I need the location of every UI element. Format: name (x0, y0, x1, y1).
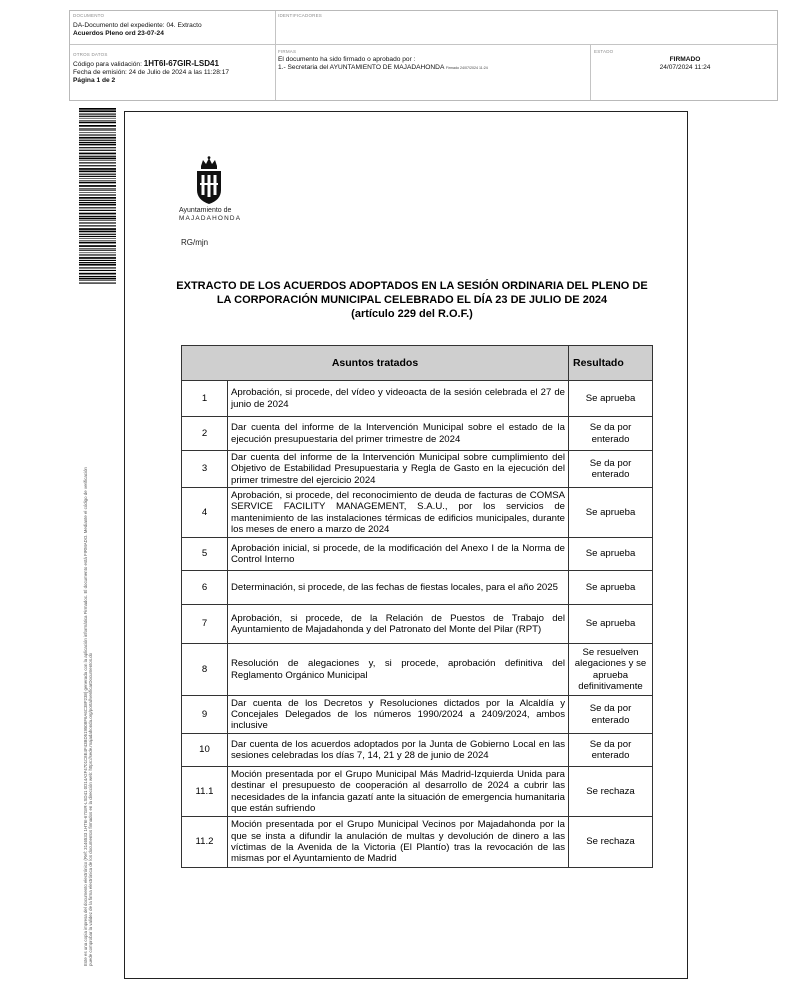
identifiers-caption: IDENTIFICADORES (278, 13, 323, 18)
barcode-bar (79, 134, 116, 135)
barcode-bar (79, 197, 116, 199)
column-header-result: Resultado (569, 346, 653, 381)
barcode-bar (79, 245, 116, 247)
table-row (182, 644, 653, 696)
table-row (182, 767, 653, 817)
status-cell (594, 49, 776, 72)
barcode-bar (79, 228, 116, 230)
table-row (182, 538, 653, 571)
row-subject: Aprobación, si procede, del vídeo y videoacta de la sesión celebrada el 27 de junio de 2024 (228, 381, 569, 417)
signer: 1.- Secretaria del AYUNTAMIENTO DE MAJADAHONDA (278, 64, 444, 72)
row-result: Se rechaza (569, 767, 653, 817)
other-data-caption: OTROS DATOS (73, 52, 108, 57)
barcode-bar (79, 255, 116, 256)
row-subject: Dar cuenta del informe de la Intervención Municipal sobre el estado de la ejecución presupuestaria del primer trimestre de 2024 (228, 417, 569, 451)
barcode-bar (79, 210, 116, 211)
signatures-caption: FIRMAS (278, 49, 297, 54)
barcode-bar (79, 238, 116, 239)
row-result: Se da por enterado (569, 417, 653, 451)
row-subject: Aprobación, si procede, del reconocimiento de deuda de facturas de COMSA SERVICE FACILITY MANAGEMENT, S.A.U., por los servicios de mantenimiento de las instalaciones térmicas de edificios municipales, durante los meses de enero a marzo de 2024 (228, 488, 569, 538)
barcode-bar (79, 185, 116, 187)
document-cell (73, 13, 273, 38)
page-count: Página 1 de 2 (73, 77, 116, 85)
row-subject: Dar cuenta de los acuerdos adoptados por la Junta de Gobierno Local en las sesiones celebradas los días 7, 14, 21 y 28 de junio de 2024 (228, 734, 569, 767)
barcode-bar (79, 262, 116, 263)
barcode-bar (79, 260, 116, 261)
table-row (182, 605, 653, 644)
row-number: 2 (182, 417, 228, 451)
column-header-subjects: Asuntos tratados (182, 346, 569, 381)
row-subject: Resolución de alegaciones y, si procede, aprobación definitiva del Reglamento Orgánico Municipal (228, 644, 569, 696)
row-subject: Dar cuenta del informe de la Intervención Municipal sobre cumplimiento del Objetivo de Estabilidad Presupuestaria y Regla de Gasto en la ejecución del primer trimestre del ejercicio 2024 (228, 451, 569, 488)
identifiers-cell (278, 13, 322, 18)
barcode-bar (79, 270, 116, 271)
status-caption: ESTADO (594, 49, 614, 54)
barcode-bar (79, 253, 116, 254)
table-row (182, 817, 653, 868)
row-result: Se da por enterado (569, 451, 653, 488)
row-number: 1 (182, 381, 228, 417)
row-number: 4 (182, 488, 228, 538)
org-name-line-2: MAJADAHONDA (179, 215, 242, 222)
barcode-bar (79, 204, 116, 206)
validation-code[interactable]: 1HT6I-67GIR-LSD41 (143, 59, 219, 68)
row-number: 10 (182, 734, 228, 767)
barcode-bar (79, 225, 116, 226)
barcode-bar (79, 142, 116, 143)
barcode-bar (79, 188, 116, 189)
barcode-bar (79, 165, 116, 166)
barcode-bar (79, 122, 116, 124)
barcode-bar (79, 192, 116, 193)
row-subject: Aprobación inicial, si procede, de la modificación del Anexo I de la Norma de Control Interno (228, 538, 569, 571)
row-subject: Aprobación, si procede, de la Relación de Puestos de Trabajo del Ayuntamiento de Majadahonda y del Patronato del Monte del Pilar (RPT) (228, 605, 569, 644)
barcode-bar (79, 114, 116, 115)
barcode-bar (79, 254, 116, 255)
barcode-bar (79, 276, 116, 277)
barcode-bar (79, 178, 116, 179)
row-number: 11.1 (182, 767, 228, 817)
row-number: 11.2 (182, 817, 228, 868)
barcode-bar (79, 240, 116, 241)
barcode-bar (79, 267, 116, 268)
barcode-bar (79, 160, 116, 161)
title-line-2: LA CORPORACIÓN MUNICIPAL CELEBRADO EL DÍA 23 DE JULIO DE 2024 (216, 294, 608, 306)
barcode-bar (79, 174, 116, 175)
document-name-2: Acuerdos Pleno ord 23-07-24 (73, 30, 164, 38)
barcode-bar (79, 144, 116, 146)
row-result: Se da por enterado (569, 734, 653, 767)
barcode-bar (79, 278, 116, 280)
table-row (182, 488, 653, 538)
row-subject: Dar cuenta de los Decretos y Resoluciones dictados por la Alcaldía y Concejales Delegados de los números 1990/2024 a 2409/2024, ambos inclusive (228, 696, 569, 734)
row-number: 9 (182, 696, 228, 734)
signature-header (69, 10, 778, 101)
barcode-bar (79, 182, 116, 184)
verification-side-text (83, 286, 99, 966)
barcode-bar (79, 250, 116, 251)
barcode-bar (79, 195, 116, 196)
title-line-3: (artículo 229 del R.O.F.) (351, 308, 473, 320)
barcode-bar (79, 150, 116, 151)
coat-of-arms-logo (188, 156, 230, 206)
barcode-bar (79, 207, 116, 208)
barcode-bar (79, 190, 116, 191)
row-result: Se aprueba (569, 488, 653, 538)
table-row (182, 696, 653, 734)
table-row (182, 451, 653, 488)
barcode-bar (79, 257, 116, 259)
barcode-bar (79, 200, 116, 201)
row-number: 5 (182, 538, 228, 571)
barcode-bar (79, 158, 116, 160)
row-number: 8 (182, 644, 228, 696)
barcode-bar (79, 162, 116, 163)
barcode-bar (79, 202, 116, 203)
barcode-bar (79, 264, 116, 266)
other-data-cell (73, 52, 273, 86)
barcode-bar (79, 171, 116, 173)
barcode-bar (79, 110, 116, 112)
barcode-bar (79, 132, 116, 133)
table-row (182, 734, 653, 767)
row-result: Se aprueba (569, 538, 653, 571)
barcode-graphic (79, 108, 116, 285)
document-title (170, 279, 654, 321)
barcode-bar (79, 176, 116, 177)
row-number: 7 (182, 605, 228, 644)
document-name: DA-Documento del expediente: 04. Extracto (73, 22, 202, 29)
row-result: Se aprueba (569, 605, 653, 644)
agenda-table (181, 345, 652, 868)
barcode-bar (79, 242, 116, 244)
barcode-bar (79, 283, 116, 284)
barcode-bar (79, 135, 116, 136)
row-number: 6 (182, 571, 228, 605)
side-text-line-1: Este es una copia impresa del documento electrónico (Ref: 3146533 1HT6I-67GIR-LSD41 0D14A2F4701C8E4F43BD519508F6A6C38F238) generada con la aplicación informática Firmadoc. El documento está FIRMADO. Mediante el código de verificación (83, 467, 88, 966)
signatures-cell (278, 49, 588, 72)
barcode-bar (79, 147, 116, 148)
barcode-bar (79, 156, 116, 157)
barcode-bar (79, 231, 116, 233)
org-name-line-1: Ayuntamiento de (179, 207, 232, 214)
row-subject: Moción presentada por el Grupo Municipal Vecinos por Majadahonda por la que se insta a difundir la anulación de multas y devolución de dinero a las víctimas de la Avenida de la Victoria (El Plantío) tras la revocación de las mismas por el Ayuntamiento de Madrid (228, 817, 569, 868)
document-caption: DOCUMENTO (73, 13, 105, 18)
row-result: Se resuelven alegaciones y se aprueba definitivamente (569, 644, 653, 696)
table-row (182, 417, 653, 451)
table-header-row (182, 346, 653, 381)
barcode-bar (79, 236, 116, 237)
barcode-bar (79, 128, 116, 129)
signatures-intro: El documento ha sido firmado o aprobado por : (278, 56, 416, 63)
barcode-bar (79, 137, 116, 139)
barcode-bar (79, 125, 116, 127)
barcode-bar (79, 220, 116, 221)
barcode-bar (79, 248, 116, 249)
barcode-bar (79, 129, 116, 130)
barcode-bar (79, 280, 116, 281)
row-subject: Determinación, si procede, de las fechas de fiestas locales, para el año 2025 (228, 571, 569, 605)
barcode-bar (79, 222, 116, 223)
row-number: 3 (182, 451, 228, 488)
row-result: Se da por enterado (569, 696, 653, 734)
barcode-bar (79, 116, 116, 117)
side-text-line-2: puede comprobar la validez de la firma electrónica de los documentos firmados en la dirección web: https://sede.majadahonda.org/portal/verificarDocumentos.do (88, 652, 94, 966)
status-date: 24/07/2024 11:24 (659, 64, 711, 72)
table-row (182, 381, 653, 417)
barcode-bar (79, 180, 116, 181)
barcode-bar (79, 216, 116, 217)
barcode-bar (79, 234, 116, 235)
signed-date: Firmado 24/07/2024 11:24 (445, 66, 488, 71)
issue-date: Fecha de emisión: 24 de Julio de 2024 a las 11:28:17 (73, 69, 230, 77)
barcode-bar (79, 140, 116, 141)
barcode-bar (79, 273, 116, 275)
reference-initials: RG/mjn (181, 238, 209, 247)
barcode-bar (79, 168, 116, 170)
row-subject: Moción presentada por el Grupo Municipal Más Madrid-Izquierda Unida para destinar el presupuesto de cooperación al desarrollo de 2024 a cubrir las necesidades de la infancia gazatí ante la situación de emergencia humanitaria que están sufriendo (228, 767, 569, 817)
barcode-bar (79, 153, 116, 155)
row-result: Se aprueba (569, 381, 653, 417)
barcode-bar (79, 218, 116, 220)
title-line-1: EXTRACTO DE LOS ACUERDOS ADOPTADOS EN LA SESIÓN ORDINARIA DEL PLENO DE (176, 280, 648, 292)
row-result: Se aprueba (569, 571, 653, 605)
barcode-bar (79, 108, 116, 110)
table-row (182, 571, 653, 605)
barcode-bar (79, 213, 116, 215)
row-result: Se rechaza (569, 817, 653, 868)
barcode-bar (79, 118, 116, 119)
validation-code-label: Código para validación: (73, 61, 142, 68)
status-badge: FIRMADO (669, 56, 701, 63)
barcode-bar (79, 120, 116, 121)
barcode-bar (79, 194, 116, 195)
